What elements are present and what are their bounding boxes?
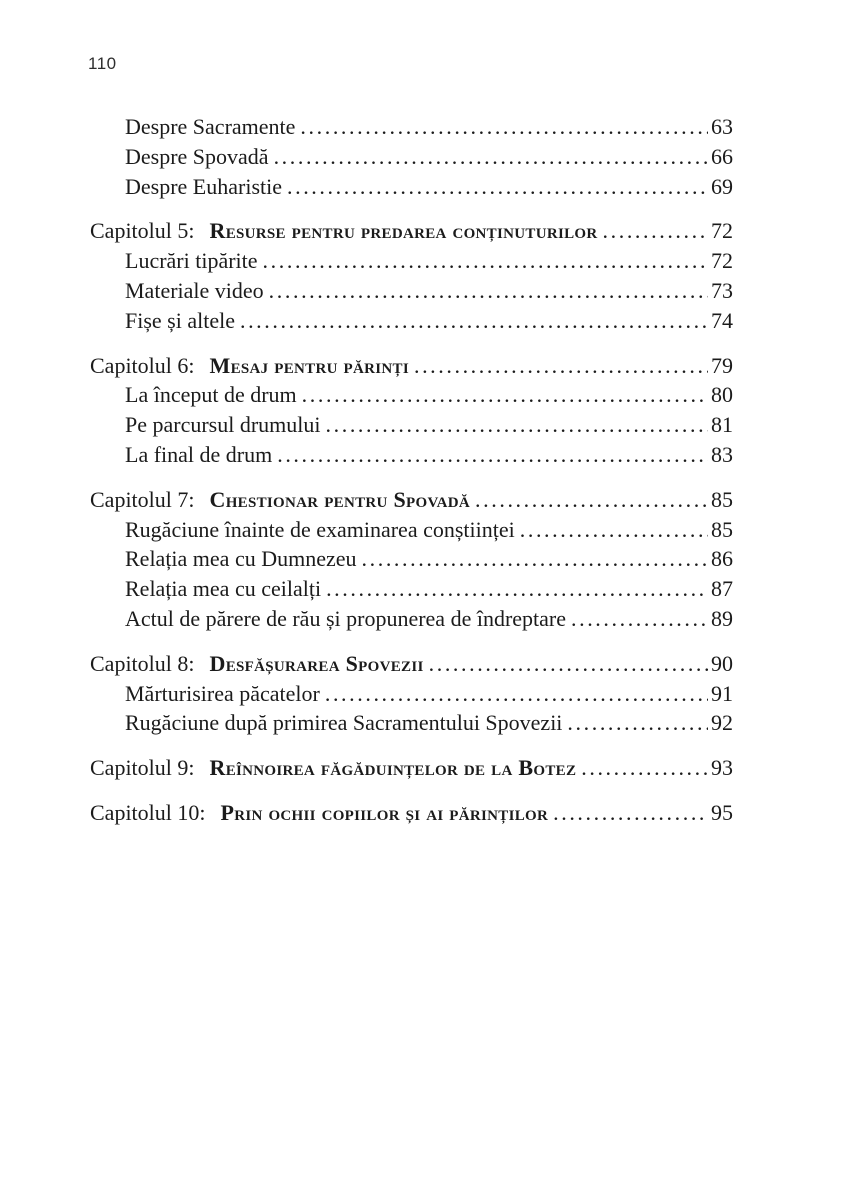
toc-entry [90, 410, 733, 440]
dot-leader [475, 485, 708, 515]
dot-leader [263, 246, 708, 276]
dot-leader [274, 142, 708, 172]
toc-entry-label: Materiale video [125, 277, 264, 303]
chapter-prefix: Capitolul 9: [90, 755, 195, 781]
toc-entry-label: Despre Spovadă [125, 143, 269, 169]
toc-entry-label: Despre Euharistie [125, 173, 282, 199]
toc-entry-page: 83 [711, 441, 733, 467]
toc-entry-label: Rugăciune înainte de examinarea conștiinței [125, 516, 515, 542]
chapter-prefix: Capitolul 8: [90, 650, 195, 676]
chapter-prefix: Capitolul 6: [90, 352, 195, 378]
toc-entry-page: 90 [711, 650, 733, 676]
toc-entry [90, 276, 733, 306]
toc-entry-page: 69 [711, 173, 733, 199]
toc-entry-page: 80 [711, 382, 733, 408]
dot-leader [520, 515, 708, 545]
dot-leader [571, 604, 708, 634]
dot-leader [287, 172, 708, 202]
toc-entry-page: 66 [711, 143, 733, 169]
page-number: 110 [88, 54, 117, 73]
toc-entry-page: 81 [711, 412, 733, 438]
toc-entry [90, 246, 733, 276]
dot-leader [581, 753, 708, 783]
toc-entry [90, 574, 733, 604]
toc-entry-page: 85 [711, 516, 733, 542]
chapter-prefix: Capitolul 10: [90, 799, 206, 825]
dot-leader [553, 798, 708, 828]
dot-leader [300, 112, 708, 142]
toc-entry-page: 93 [711, 755, 733, 781]
dot-leader [325, 679, 708, 709]
toc-chapter-entry [90, 798, 733, 828]
toc-entry [90, 112, 733, 142]
dot-leader [240, 306, 708, 336]
toc-entry-page: 95 [711, 799, 733, 825]
toc-entry-page: 63 [711, 114, 733, 139]
toc-entry-page: 89 [711, 605, 733, 631]
toc-chapter-entry [90, 485, 733, 515]
toc-entry-page: 91 [711, 680, 733, 706]
toc-entry [90, 172, 733, 202]
dot-leader [567, 708, 708, 738]
toc-entry-page: 72 [711, 248, 733, 274]
toc-entry-label: La început de drum [125, 382, 297, 408]
toc-entry-label: Fișe și altele [125, 307, 235, 333]
chapter-title: Reînnoirea făgăduințelor de la Botez [209, 755, 577, 781]
toc-entry-page: 92 [711, 710, 733, 736]
toc-entry-label: Lucrări tipărite [125, 248, 258, 274]
dot-leader [302, 380, 708, 410]
chapter-title: Prin ochii copiilor și ai părinților [220, 799, 549, 825]
toc-entry [90, 708, 733, 738]
chapter-title: Chestionar pentru Spovadă [209, 486, 471, 512]
toc-entry [90, 306, 733, 336]
toc-chapter-entry [90, 753, 733, 783]
toc-entry [90, 544, 733, 574]
toc-entry-label: Despre Sacramente [125, 114, 296, 139]
toc-entry-label: La final de drum [125, 441, 273, 467]
dot-leader [326, 410, 708, 440]
toc-entry-label: Rugăciune după primirea Sacramentului Spovezii [125, 710, 563, 736]
dot-leader [603, 216, 708, 246]
dot-leader [362, 544, 708, 574]
toc-entry-page: 72 [711, 218, 733, 244]
toc-chapter-entry [90, 351, 733, 381]
toc-entry [90, 380, 733, 410]
dot-leader [414, 351, 708, 381]
chapter-prefix: Capitolul 5: [90, 218, 195, 244]
chapter-prefix: Capitolul 7: [90, 486, 195, 512]
toc-entry-label: Pe parcursul drumului [125, 412, 321, 438]
toc-entry [90, 440, 733, 470]
dot-leader [269, 276, 708, 306]
toc-entry [90, 604, 733, 634]
toc-entry-page: 87 [711, 576, 733, 602]
toc-entry-page: 86 [711, 546, 733, 572]
toc-entry [90, 679, 733, 709]
toc-entry-page: 73 [711, 277, 733, 303]
toc-entry-page: 85 [711, 486, 733, 512]
toc-entry [90, 515, 733, 545]
toc-entry-label: Mărturisirea păcatelor [125, 680, 320, 706]
chapter-title: Resurse pentru predarea conținuturilor [209, 218, 598, 244]
toc-entry-label: Relația mea cu ceilalți [125, 576, 322, 602]
toc-entry-label: Relația mea cu Dumnezeu [125, 546, 357, 572]
toc-chapter-entry [90, 649, 733, 679]
toc-chapter-entry [90, 216, 733, 246]
toc-entry [90, 142, 733, 172]
chapter-title: Mesaj pentru părinți [209, 352, 409, 378]
dot-leader [429, 649, 708, 679]
toc-entry-label: Actul de părere de rău și propunerea de îndreptare [125, 605, 566, 631]
toc-entry-page: 74 [711, 307, 733, 333]
dot-leader [277, 440, 708, 470]
table-of-contents [90, 112, 733, 828]
dot-leader [326, 574, 708, 604]
chapter-title: Desfășurarea Spovezii [209, 650, 424, 676]
toc-entry-page: 79 [711, 352, 733, 378]
